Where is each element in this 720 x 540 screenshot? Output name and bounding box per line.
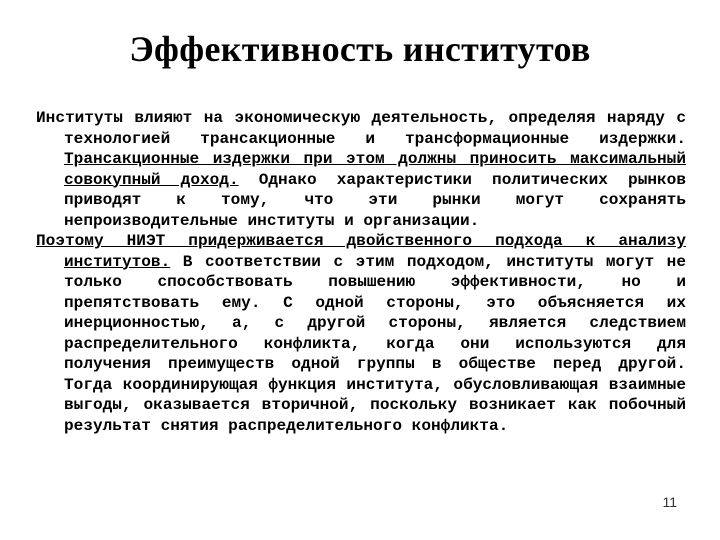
paragraph-2 xyxy=(36,231,686,436)
slide-body xyxy=(36,108,686,436)
paragraph-1-text-before: Институты влияют на экономическую деятельность, определяя наряду с технологией трансакционные и трансформационные издержки. xyxy=(36,109,686,148)
paragraph-2-underlined: Поэтому НИЭТ придерживается двойственного подхода к анализу институтов. xyxy=(36,232,686,271)
paragraph-1-text-after: Однако характеристики политических рынков приводят к тому, что эти рынки могут сохранять непроизводительные институты и организации. xyxy=(64,170,686,230)
paragraph-1-underlined: Трансакционные издержки при этом должны приносить максимальный совокупный доход. xyxy=(64,150,686,189)
slide-title: Эффективность институтов xyxy=(129,29,591,69)
slide-number: 11 xyxy=(662,494,677,510)
paragraph-1 xyxy=(36,108,686,231)
paragraph-2-text-after: В соответствии с этим подходом, институты могут не только способствовать повышению эффективности, но и препятствовать ему. С одной стороны, это объясняется их инерционностью, а, с другой стороны, является следствием распределительного конфликта, когда они используются для получения преимуществ одной группы в обществе перед другой. Тогда координирующая функция института, обусловливающая взаимные выгоды, оказывается вторичной, поскольку возникает как побочный результат снятия распределительного конфликта. xyxy=(64,252,686,435)
